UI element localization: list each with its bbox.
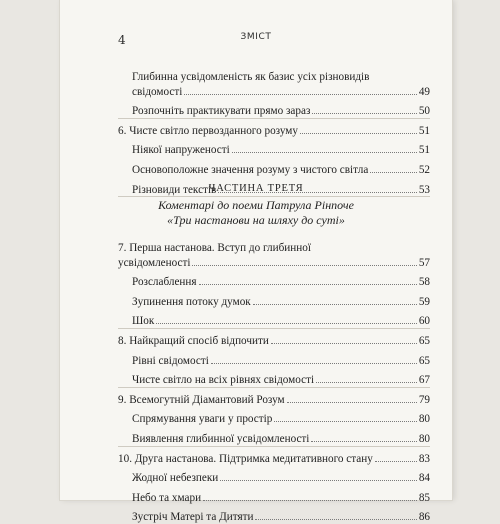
dot-leader — [184, 93, 416, 95]
page-number: 4 — [118, 33, 126, 47]
toc-entry-text: Шок — [132, 315, 155, 328]
toc-entry-text: 6. Чисте світло первозданного розуму — [118, 124, 298, 137]
toc-page-number: 65 — [418, 354, 430, 367]
toc-entry-text: Зустріч Матері та Дитяти — [132, 511, 254, 524]
toc-entry-text: Виявлення глибинної усвідомленості — [132, 433, 310, 445]
toc-entry[interactable] — [118, 124, 430, 138]
toc-entry-text: Розслаблення — [132, 276, 197, 289]
toc-entry-text: 10. Друга настанова. Підтримка медитативного стану — [118, 452, 373, 465]
separator-line — [118, 118, 430, 119]
toc-page-number: 52 — [418, 164, 430, 176]
toc-entry[interactable] — [132, 314, 430, 328]
toc-entry-text: Основоположне значення розуму з чистого світла — [132, 164, 369, 176]
toc-entry-text: Жодної небезпеки — [132, 472, 219, 485]
dot-leader — [253, 303, 417, 305]
toc-page-number: 80 — [418, 413, 430, 426]
toc-entry[interactable] — [118, 393, 430, 407]
toc-entry-text: Зупинення потоку думок — [132, 295, 251, 308]
dot-leader — [199, 283, 417, 285]
toc-page-number: 49 — [418, 85, 430, 98]
toc-page-number: 83 — [418, 452, 430, 465]
toc-page-number: 53 — [418, 183, 430, 196]
toc-page-number: 84 — [418, 472, 430, 485]
toc-entry-text: Чисте світло на всіх рівнях свідомості — [132, 374, 315, 387]
toc-page-number: 51 — [418, 144, 430, 157]
toc-entry[interactable] — [132, 143, 430, 157]
toc-entry-text: Небо та хмари — [132, 491, 202, 504]
toc-entry[interactable] — [132, 104, 430, 118]
toc-entry-text: Розпочніть практикувати прямо зараз — [132, 105, 311, 118]
book-page — [60, 0, 452, 524]
dot-leader — [300, 132, 417, 134]
toc-page-number: 65 — [418, 335, 430, 347]
toc-page-number: 86 — [418, 511, 430, 524]
toc-entry[interactable] — [118, 256, 430, 270]
dot-leader — [316, 381, 417, 383]
toc-entry[interactable] — [132, 432, 430, 446]
dot-leader — [287, 401, 417, 403]
toc-entry[interactable] — [132, 85, 430, 99]
toc-page-number: 57 — [418, 256, 430, 269]
dot-leader — [375, 460, 417, 462]
toc-entry[interactable] — [118, 334, 430, 348]
toc-page-number: 60 — [418, 315, 430, 328]
part-subtitle: Коментарі до поеми Патрула Рінпоче — [158, 198, 354, 212]
toc-page-number: 58 — [418, 276, 430, 289]
dot-leader — [211, 362, 417, 364]
toc-entry-text: свідомості — [132, 85, 183, 98]
dot-leader — [311, 440, 416, 442]
toc-entry-text: Рівні свідомості — [132, 354, 209, 367]
separator-line — [118, 446, 430, 447]
toc-page-number: 67 — [418, 374, 430, 387]
separator-line — [118, 387, 430, 388]
dot-leader — [370, 171, 417, 173]
toc-entry-text: 9. Всемогутній Діамантовий Розум — [118, 393, 285, 406]
dot-leader — [156, 322, 416, 324]
toc-entry-text: Глибинна усвідомленість як базис усіх різновидів — [132, 71, 370, 83]
running-head: ЗМІСТ — [240, 32, 272, 42]
toc-entry-text: Спрямування уваги у простір — [132, 413, 273, 426]
toc-page-number: 80 — [418, 433, 430, 445]
separator-line — [118, 328, 430, 329]
toc-page-number: 59 — [418, 295, 430, 308]
toc-entry[interactable] — [132, 412, 430, 426]
dot-leader — [220, 479, 417, 481]
toc-entry[interactable] — [132, 275, 430, 289]
dot-leader — [255, 518, 416, 520]
toc-page-number: 50 — [418, 105, 430, 118]
toc-entry-text: 7. Перша настанова. Вступ до глибинної — [118, 242, 311, 254]
toc-entry-text: усвідомленості — [118, 256, 191, 269]
dot-leader — [232, 151, 417, 153]
part-title: ЧАСТИНА ТРЕТЯ — [208, 183, 304, 194]
toc-entry-text: Різновиди текстів — [132, 183, 217, 196]
toc-entry[interactable] — [132, 373, 430, 387]
toc-entry[interactable] — [132, 295, 430, 309]
toc-page-number: 51 — [418, 124, 430, 137]
toc-entry[interactable] — [132, 491, 430, 505]
dot-leader — [312, 112, 416, 114]
toc-entry[interactable] — [132, 471, 430, 485]
part-subtitle-2: «Три настанови на шляху до суті» — [167, 213, 345, 227]
toc-entry-text: 8. Найкращий спосіб відпочити — [118, 335, 269, 347]
toc-entry[interactable] — [118, 452, 430, 466]
toc-page-number: 79 — [418, 393, 430, 406]
dot-leader — [192, 264, 416, 266]
dot-leader — [274, 420, 416, 422]
toc-page-number: 85 — [418, 491, 430, 504]
dot-leader — [271, 342, 417, 344]
toc-entry-text: Ніякої напруженості — [132, 144, 230, 157]
toc-entry[interactable] — [132, 163, 430, 177]
toc-entry[interactable] — [132, 510, 430, 524]
toc-entry[interactable] — [132, 354, 430, 368]
